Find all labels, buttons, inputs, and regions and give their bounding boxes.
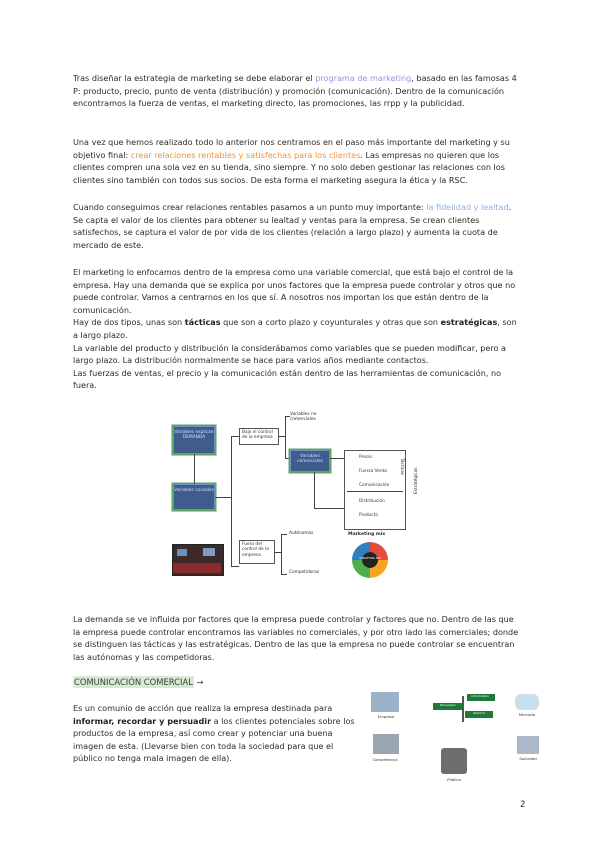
label-tacticas: Tácticas [399, 458, 404, 476]
text: . Se capta el valor de los clientes para obtener su lealtad y ventas para la empresa. Se crean clientes satisfechos, se captura el valor de por vida de los clientes (relación a largo plazo) y aumenta la cuota de mercado de este. [73, 202, 512, 250]
connector [231, 436, 232, 566]
box-comerciales-list [344, 450, 406, 530]
text: , son a largo plazo. [73, 317, 517, 340]
connector [281, 534, 282, 574]
label-estrategicas: Estratégicas [414, 467, 419, 494]
connector [231, 566, 239, 567]
connector [314, 508, 344, 509]
section-title-text: COMUNICACIÓN COMERCIAL [74, 677, 193, 687]
publico-photo [441, 748, 467, 774]
mercado-icon [515, 694, 539, 710]
box-variables-causales: Variables causales [173, 484, 215, 510]
paragraph-fidelidad [73, 201, 523, 251]
text: Cuando conseguimos crear relaciones rentables pasamos a un punto muy importante: [73, 202, 427, 212]
paragraph-demanda: La demanda se ve influida por factores que la empresa puede controlar y factores que no. Dentro de las que la empresa puede controlar encontramos las variables no comerciales, y por otro lado las comerciales; donde se distinguen las tácticas y las estratégicas. Dentro de las que la empresa no puede controlar se encuentran las autónomas y las competidoras. [73, 614, 519, 662]
text: Tras diseñar la estrategia de marketing se debe elaborar el [73, 73, 316, 83]
marketing-mix-center: MARKETING MIX [359, 557, 381, 560]
connector [285, 416, 286, 458]
arrow-icon: → [196, 677, 204, 687]
text: La variable del producto y distribución la considerábamos como variables que se pueden modificar, pero a largo plazo. La distribución normalmente se hace para varios años mediante contactos. [73, 342, 506, 366]
bold-informar: informar, recordar y persuadir [73, 715, 212, 726]
item-precio: Precio [359, 455, 373, 460]
item-producto: Producto [359, 513, 378, 518]
paragraph-variable-comercial [73, 266, 523, 392]
connector [215, 497, 231, 498]
label-competidoras: Competidoras [289, 570, 320, 575]
box-bajo-control: Bajo el control de la empresa [239, 428, 279, 445]
box-variables-comerciales: Variables comerciales [290, 450, 330, 472]
item-fuerza-venta: Fuerza Venta [359, 469, 387, 474]
highlight-relaciones: crear relaciones rentables y satisfechas para los clientes [130, 149, 361, 160]
paragraph-programa [73, 72, 523, 110]
bold-tacticas: tácticas [184, 317, 221, 328]
text: que son a corto plazo y coyunturales y otras que son [220, 317, 441, 328]
connector [330, 458, 344, 459]
connector [281, 534, 287, 535]
connector [314, 472, 315, 508]
text: . Las empresas no quieren que los clientes compren una sola vez en su tienda, sino siempre. Y no solo deben gestionar las relaciones con los clientes sino también con todos sus socios. De esta forma el marketing asegura la ética y la RSC. [73, 149, 505, 185]
sign-persuasion: Persuasion [439, 703, 457, 707]
empresa-photo [371, 692, 399, 712]
text: Una vez que hemos realizado todo lo anterior nos centramos en el paso más importante del marketing y su objetivo final: [73, 137, 510, 160]
item-distribucion: Distribución [359, 499, 385, 504]
paragraph-comunicacion-comercial [73, 702, 359, 765]
label-mercado: Mercado [518, 712, 536, 717]
comunicacion-comercial-graphic [369, 690, 554, 786]
connector [194, 454, 195, 484]
text: a los clientes potenciales sobre los productos de la empresa, así como crear y potenciar una buena imagen de esta. (Llevarse bien con toda la sociedad para que el público no tenga mala imagen de ella). [73, 715, 355, 764]
label-autonomas: Autónomas [289, 531, 314, 536]
label-no-comerciales: Variables no comerciales [290, 412, 317, 423]
text: El marketing lo enfocamos dentro de la empresa como una variable comercial, que está bajo el control de la empresa. Hay una demanda que se explica por unos factores que la empresa puede controlar y otros que no puede controlar. Vamos a centrarnos en los que sí. A nosotros nos importan los que están dentro de la comunicación. [73, 267, 516, 315]
item-comunicacion: Comunicación [359, 483, 390, 488]
marketing-mix-title: Marketing mix [348, 532, 386, 537]
marketing-mix-wheel-icon [350, 540, 390, 580]
programa-link[interactable]: programa de marketing [315, 73, 412, 83]
competencia-photo [373, 734, 399, 754]
label-competencia: Competencia [372, 757, 398, 762]
paragraph-relaciones [73, 136, 523, 186]
connector [231, 436, 239, 437]
box-variables-explican: Variables explican DEMANDA [173, 426, 215, 454]
sign-remind: Remind [473, 711, 485, 715]
text: , basado en las famosas 4 P: producto, precio, punto de venta (distribución) y promoción (comunicación). Dentro de la comunicación encontramos la fuerza de ventas, el marketing directo, las promociones, las rrpp y la publicidad. [73, 73, 517, 109]
label-sociedad: Sociedad [519, 756, 537, 761]
divider [347, 491, 403, 492]
sign-information: Information [471, 694, 489, 698]
sociedad-photo [517, 736, 539, 754]
label-publico: Público [447, 777, 461, 782]
page-number: 2 [520, 800, 526, 810]
highlight-fidelidad: la fidelidad y lealtad [426, 202, 509, 212]
text: Las fuerzas de ventas, el precio y la comunicación están dentro de las herramientas de comunicación, no fuera. [73, 367, 502, 391]
connector [281, 574, 287, 575]
box-fuera-control: Fuera del control de la empresa [239, 540, 275, 564]
section-title-comunicacion [73, 677, 204, 687]
label-empresa: Empresa [377, 714, 395, 719]
text: Es un comunio de acción que realiza la empresa destinada para [73, 703, 333, 713]
demand-variables-diagram [168, 408, 438, 586]
bold-estrategicas: estratégicas [440, 317, 498, 328]
text: Hay de dos tipos, unas son [73, 317, 185, 328]
conference-photo [172, 544, 224, 576]
